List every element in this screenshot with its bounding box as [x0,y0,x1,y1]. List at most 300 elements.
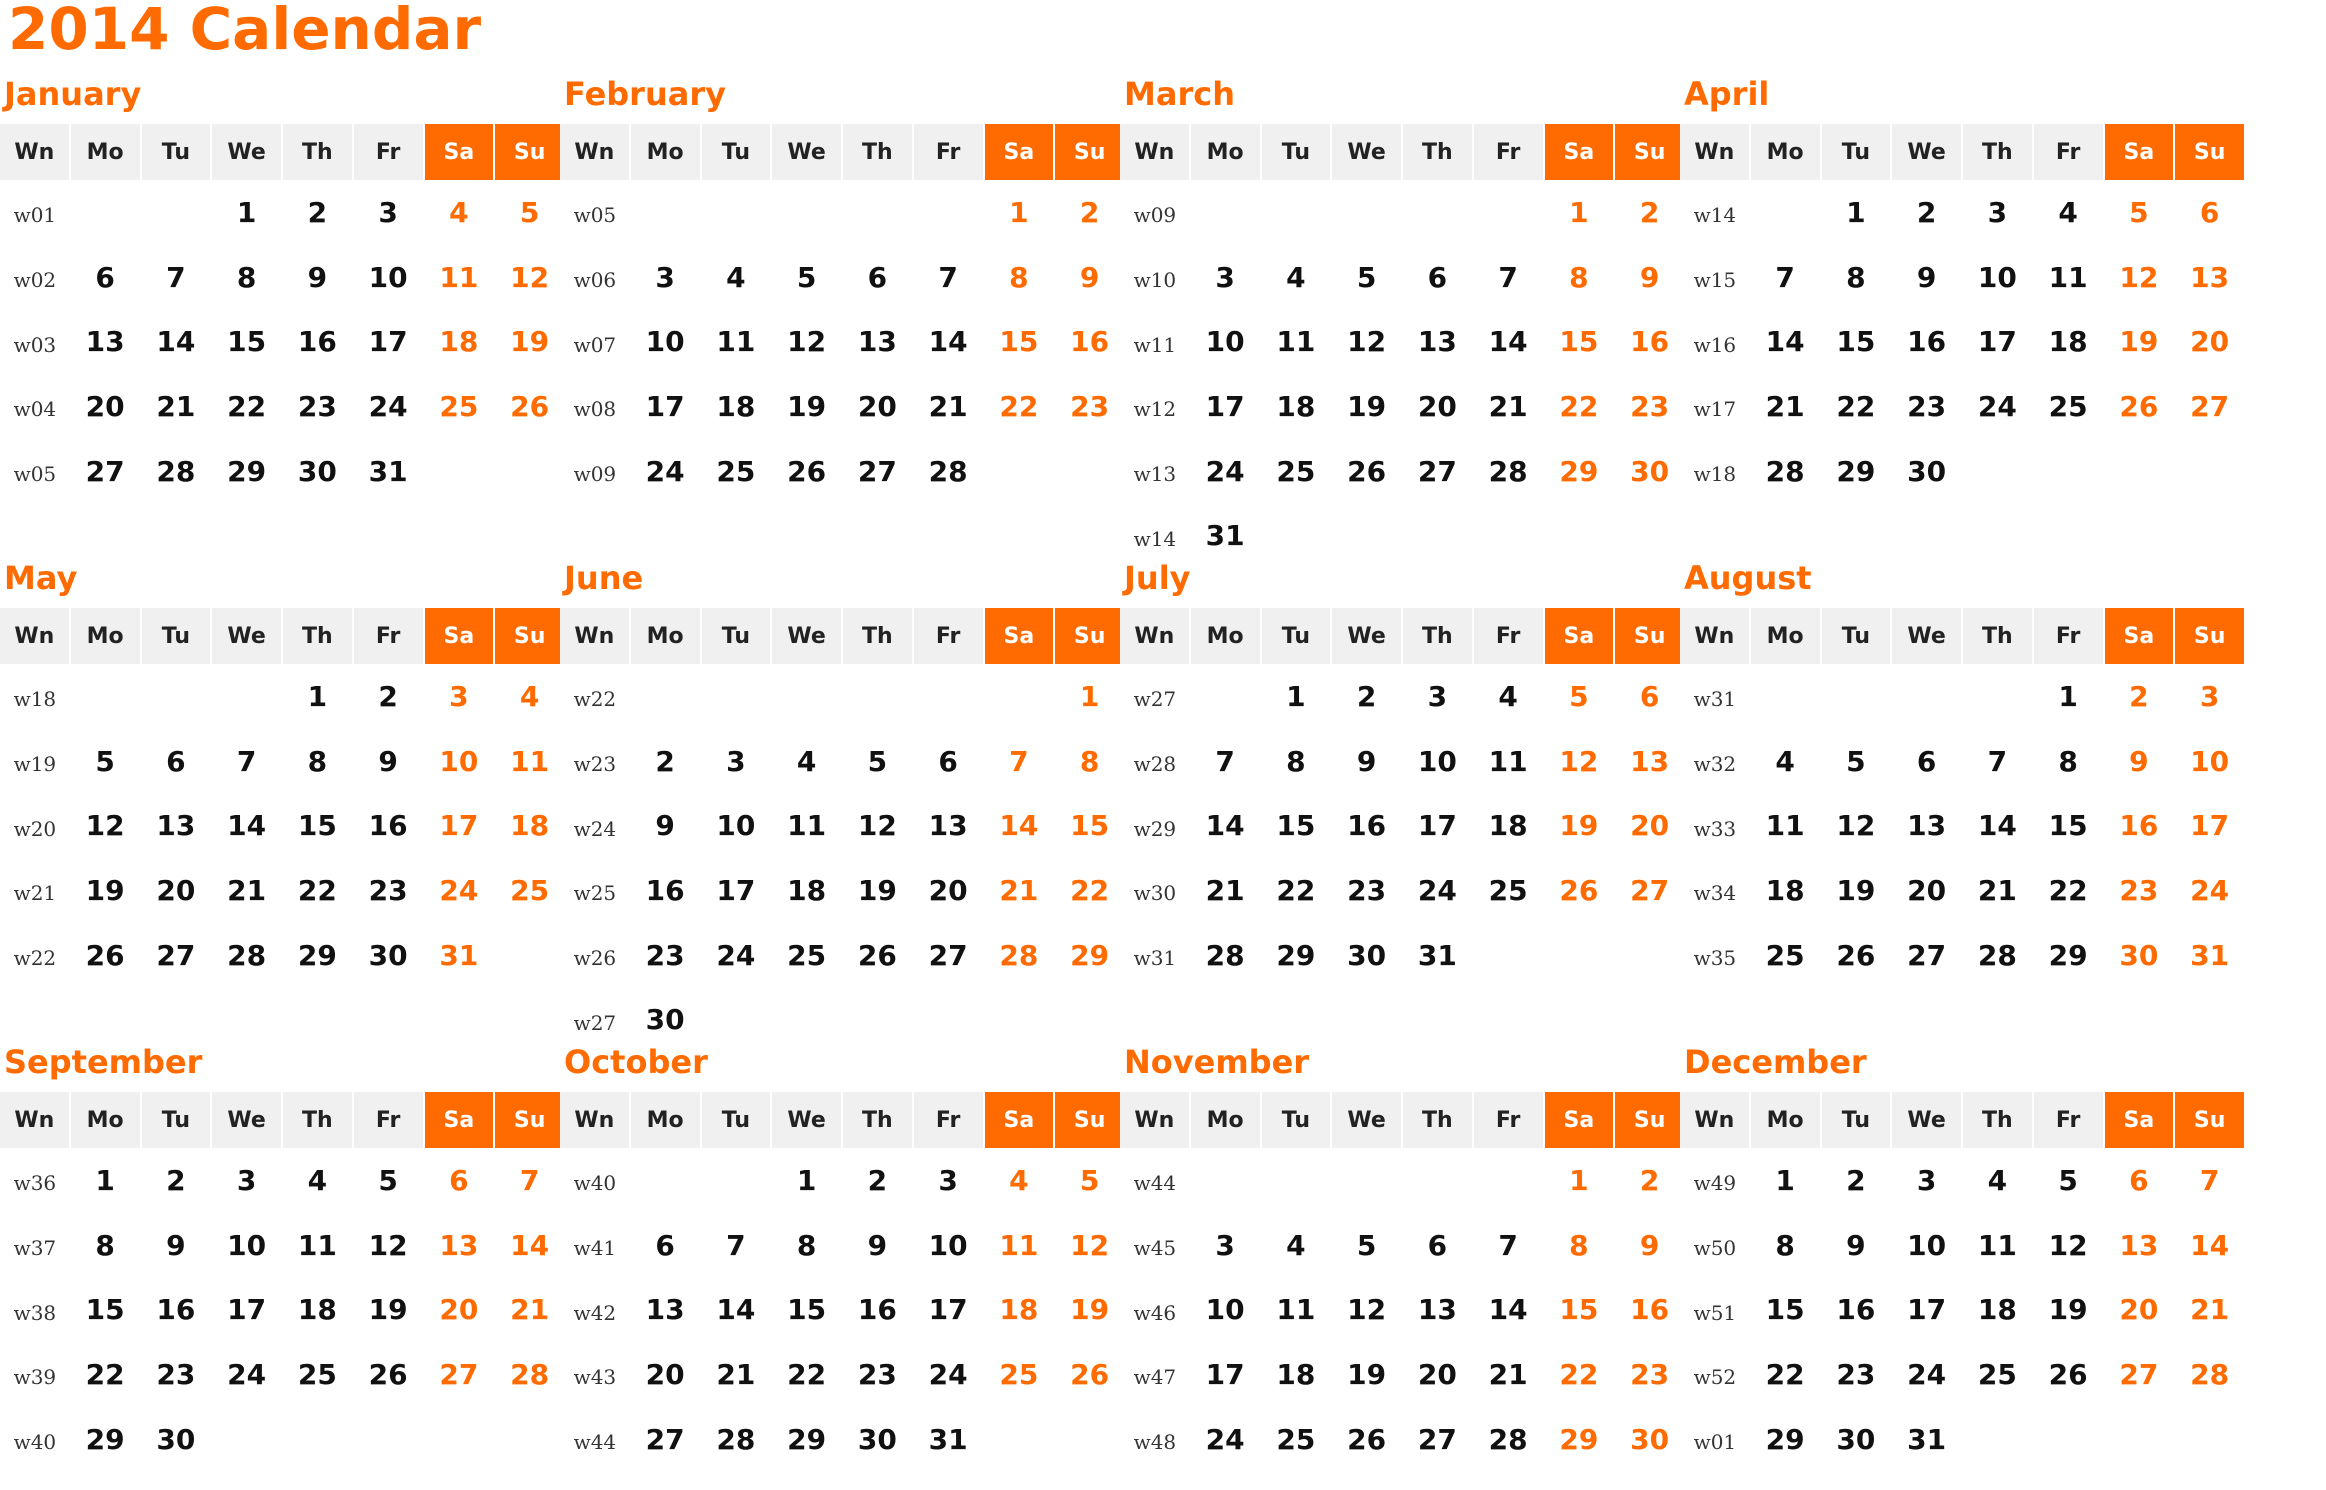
day-cell: 13 [439,1228,479,1262]
month-table [1120,1092,1686,1471]
day-cell: 19 [2119,325,2159,359]
week-row [0,439,565,504]
week-number: w14 [1693,203,1737,228]
day-cell: 20 [439,1293,479,1327]
day-cell: 28 [156,454,196,488]
day-cell: 2 [1079,195,1100,229]
week-number: w06 [573,268,617,293]
day-cell: 18 [787,873,827,907]
empty-day-cell [494,923,565,988]
day-cell: 20 [1630,809,1670,843]
week-number: w45 [1133,1236,1177,1261]
day-cell: 8 [1079,744,1100,778]
day-cell: 2 [1916,195,1937,229]
day-cell: 25 [1276,454,1316,488]
empty-day-cell [1054,439,1125,504]
day-cell: 3 [449,679,469,713]
weekday-header-fr: Fr [1473,608,1544,664]
day-cell: 20 [2190,325,2230,359]
weekday-header-su: Su [1054,124,1125,180]
day-cell: 5 [1569,679,1589,713]
day-cell: 23 [1630,389,1670,423]
day-cell: 8 [236,260,257,294]
week-row [1680,180,2245,245]
day-cell: 25 [716,454,756,488]
empty-day-cell [1054,987,1125,1052]
weekday-header-fr: Fr [353,124,424,180]
week-row [1120,1342,1685,1407]
day-cell: 23 [1347,873,1387,907]
week-row [1120,793,1685,858]
day-cell: 30 [368,938,408,972]
week-number: w01 [1693,1430,1737,1455]
week-number: w23 [573,752,617,777]
day-cell: 18 [1977,1293,2017,1327]
day-cell: 29 [297,938,337,972]
day-cell: 22 [1070,873,1110,907]
day-cell: 1 [1569,1163,1589,1197]
week-number: w48 [1133,1430,1177,1455]
day-cell: 9 [1079,260,1100,294]
empty-day-cell [1750,180,1821,245]
day-cell: 19 [1347,1357,1387,1391]
day-cell: 4 [1286,1228,1306,1262]
day-cell: 28 [1977,938,2017,972]
day-cell: 9 [307,260,328,294]
day-cell: 15 [297,809,337,843]
empty-day-cell [701,180,772,245]
day-cell: 24 [645,454,685,488]
day-cell: 21 [716,1357,756,1391]
day-cell: 16 [297,325,337,359]
day-cell: 5 [796,260,817,294]
day-cell: 31 [1907,1422,1947,1456]
day-cell: 22 [1559,389,1599,423]
weekday-header-tu: Tu [701,608,772,664]
week-row [560,1277,1125,1342]
week-number: w15 [1693,268,1737,293]
empty-day-cell [913,180,984,245]
day-cell: 26 [2048,1357,2088,1391]
empty-day-cell [1750,664,1821,729]
weekday-header-sa: Sa [2104,1092,2175,1148]
weekday-header-fr: Fr [2033,1092,2104,1148]
weekday-header-we: We [1331,124,1402,180]
empty-day-cell [141,664,212,729]
day-cell: 17 [1977,325,2017,359]
weekday-header-we: We [771,608,842,664]
empty-day-cell [842,987,913,1052]
weekday-header-fr: Fr [2033,608,2104,664]
empty-day-cell [842,664,913,729]
day-cell: 14 [1488,1293,1528,1327]
weekday-header-mo: Mo [1750,608,1821,664]
week-row [1120,374,1685,439]
weekday-header-mo: Mo [630,124,701,180]
empty-day-cell [1190,664,1261,729]
month-table [1680,608,2246,987]
day-cell: 3 [2199,679,2220,713]
week-number: w44 [1133,1171,1177,1196]
week-number: w35 [1693,946,1737,971]
day-cell: 12 [1836,809,1876,843]
day-cell: 24 [2190,873,2230,907]
day-cell: 19 [510,325,550,359]
day-cell: 19 [1836,873,1876,907]
day-cell: 27 [857,454,897,488]
week-row [560,439,1125,504]
weekday-header-su: Su [494,608,565,664]
day-cell: 9 [378,744,398,778]
day-cell: 7 [1498,1228,1518,1262]
day-cell: 31 [2190,938,2230,972]
day-cell: 28 [2190,1357,2230,1391]
day-cell: 13 [1417,1293,1457,1327]
weekday-header-row [1120,124,1685,180]
week-number: w40 [573,1171,617,1196]
day-cell: 5 [519,195,540,229]
day-cell: 29 [2048,938,2088,972]
empty-day-cell [701,664,772,729]
weekday-header-th: Th [1402,1092,1473,1148]
day-cell: 28 [1488,454,1528,488]
day-cell: 20 [857,389,897,423]
day-cell: 7 [1498,260,1518,294]
day-cell: 16 [1630,325,1670,359]
day-cell: 12 [1347,325,1387,359]
month-table [1120,124,1686,568]
weekday-header-th: Th [1962,1092,2033,1148]
weekday-header-wn: Wn [0,124,70,180]
day-cell: 29 [85,1422,125,1456]
day-cell: 3 [378,195,398,229]
week-row [1120,503,1685,568]
day-cell: 1 [95,1163,115,1197]
week-row [560,793,1125,858]
day-cell: 13 [645,1293,685,1327]
empty-day-cell [1473,923,1544,988]
day-cell: 9 [1916,260,1937,294]
day-cell: 25 [787,938,827,972]
week-number: w22 [573,687,617,712]
empty-day-cell [1402,1148,1473,1213]
week-row [1680,1213,2245,1278]
empty-day-cell [701,1148,772,1213]
empty-day-cell [2033,1407,2104,1472]
week-number: w08 [573,397,617,422]
day-cell: 7 [726,1228,746,1262]
day-cell: 26 [1070,1357,1110,1391]
day-cell: 3 [655,260,675,294]
month-name: November [1124,1043,1310,1081]
day-cell: 24 [1205,1422,1245,1456]
empty-day-cell [1331,503,1402,568]
weekday-header-mo: Mo [630,1092,701,1148]
month-table [560,124,1126,503]
week-number: w07 [573,332,617,357]
weekday-header-wn: Wn [560,1092,630,1148]
week-number: w27 [573,1010,617,1035]
weekday-header-wn: Wn [1680,124,1750,180]
day-cell: 1 [1775,1163,1795,1197]
day-cell: 6 [2199,195,2220,229]
weekday-header-su: Su [1054,1092,1125,1148]
month-table [560,608,1126,1052]
day-cell: 13 [2190,260,2230,294]
day-cell: 11 [510,744,550,778]
day-cell: 24 [439,873,479,907]
week-row [0,1407,565,1472]
day-cell: 15 [1836,325,1876,359]
day-cell: 19 [787,389,827,423]
day-cell: 11 [999,1228,1039,1262]
day-cell: 30 [1347,938,1387,972]
empty-day-cell [913,664,984,729]
day-cell: 17 [1417,809,1457,843]
day-cell: 10 [1417,744,1457,778]
day-cell: 13 [156,809,196,843]
day-cell: 15 [1765,1293,1805,1327]
day-cell: 29 [1276,938,1316,972]
day-cell: 18 [297,1293,337,1327]
empty-day-cell [1962,664,2033,729]
week-row [1680,793,2245,858]
day-cell: 22 [1836,389,1876,423]
month-name: February [564,75,726,113]
day-cell: 15 [85,1293,125,1327]
week-number: w18 [13,687,57,712]
day-cell: 29 [227,454,267,488]
day-cell: 30 [857,1422,897,1456]
day-cell: 8 [1569,1228,1589,1262]
day-cell: 7 [519,1163,540,1197]
week-number: w43 [573,1365,617,1390]
day-cell: 27 [645,1422,685,1456]
day-cell: 28 [716,1422,756,1456]
week-number: w22 [13,946,57,971]
weekday-header-tu: Tu [701,1092,772,1148]
week-row [1680,729,2245,794]
empty-day-cell [1402,180,1473,245]
day-cell: 17 [928,1293,968,1327]
day-cell: 16 [156,1293,196,1327]
day-cell: 22 [1559,1357,1599,1391]
day-cell: 10 [368,260,408,294]
week-number: w33 [1693,816,1737,841]
day-cell: 9 [867,1228,888,1262]
day-cell: 26 [787,454,827,488]
week-row [0,245,565,310]
day-cell: 30 [1907,454,1947,488]
empty-day-cell [771,664,842,729]
week-row [1680,245,2245,310]
weekday-header-mo: Mo [1750,124,1821,180]
week-row [560,309,1125,374]
weekday-header-row [0,1092,565,1148]
day-cell: 24 [1417,873,1457,907]
weekday-header-we: We [211,1092,282,1148]
day-cell: 5 [867,744,888,778]
week-number: w05 [13,462,57,487]
day-cell: 16 [1907,325,1947,359]
day-cell: 20 [1907,873,1947,907]
day-cell: 5 [95,744,115,778]
day-cell: 27 [1630,873,1670,907]
day-cell: 26 [368,1357,408,1391]
day-cell: 10 [439,744,479,778]
week-row [560,858,1125,923]
day-cell: 5 [2129,195,2149,229]
day-cell: 18 [1488,809,1528,843]
day-cell: 8 [1846,260,1866,294]
day-cell: 8 [1569,260,1589,294]
day-cell: 1 [1009,195,1029,229]
week-row [0,1277,565,1342]
day-cell: 25 [1276,1422,1316,1456]
weekday-header-th: Th [1962,608,2033,664]
day-cell: 13 [1417,325,1457,359]
day-cell: 3 [1916,1163,1937,1197]
week-row [560,1148,1125,1213]
weekday-header-su: Su [1614,124,1685,180]
empty-day-cell [1473,503,1544,568]
weekday-header-we: We [211,608,282,664]
day-cell: 15 [1276,809,1316,843]
month-table [560,1092,1126,1471]
day-cell: 26 [1347,454,1387,488]
day-cell: 29 [1559,454,1599,488]
weekday-header-mo: Mo [1190,124,1261,180]
day-cell: 27 [928,938,968,972]
empty-day-cell [1261,1148,1332,1213]
day-cell: 5 [1356,1228,1377,1262]
day-cell: 18 [1276,389,1316,423]
empty-day-cell [353,1407,424,1472]
day-cell: 27 [156,938,196,972]
day-cell: 11 [2048,260,2088,294]
week-row [1120,245,1685,310]
day-cell: 12 [368,1228,408,1262]
day-cell: 24 [1205,454,1245,488]
month-table [0,1092,566,1471]
weekday-header-we: We [1891,608,1962,664]
day-cell: 7 [1775,260,1795,294]
month-table [0,124,566,503]
day-cell: 12 [787,325,827,359]
weekday-header-row [0,608,565,664]
day-cell: 6 [1427,260,1448,294]
day-cell: 8 [1009,260,1029,294]
day-cell: 18 [510,809,550,843]
day-cell: 12 [510,260,550,294]
weekday-header-mo: Mo [70,608,141,664]
day-cell: 13 [85,325,125,359]
week-number: w47 [1133,1365,1177,1390]
weekday-header-row [1120,1092,1685,1148]
day-cell: 19 [1559,809,1599,843]
week-row [1120,1213,1685,1278]
day-cell: 22 [2048,873,2088,907]
weekday-header-tu: Tu [1821,124,1892,180]
day-cell: 4 [1009,1163,1029,1197]
day-cell: 6 [2129,1163,2149,1197]
day-cell: 2 [307,195,328,229]
day-cell: 16 [1347,809,1387,843]
week-row [1680,923,2245,988]
week-number: w51 [1693,1300,1737,1325]
day-cell: 10 [227,1228,267,1262]
week-number: w39 [13,1365,57,1390]
empty-day-cell [984,987,1055,1052]
day-cell: 7 [2199,1163,2220,1197]
day-cell: 15 [1559,1293,1599,1327]
day-cell: 30 [1630,454,1670,488]
week-number: w38 [13,1300,57,1325]
day-cell: 1 [796,1163,817,1197]
week-number: w11 [1133,332,1177,357]
month-name: October [564,1043,708,1081]
day-cell: 6 [1639,679,1660,713]
day-cell: 23 [368,873,408,907]
day-cell: 16 [645,873,685,907]
day-cell: 3 [236,1163,257,1197]
week-number: w19 [13,752,57,777]
empty-day-cell [630,664,701,729]
day-cell: 7 [166,260,186,294]
weekday-header-wn: Wn [560,124,630,180]
day-cell: 5 [1079,1163,1100,1197]
day-cell: 21 [510,1293,550,1327]
week-number: w42 [573,1300,617,1325]
empty-day-cell [1190,180,1261,245]
day-cell: 27 [85,454,125,488]
day-cell: 2 [166,1163,186,1197]
day-cell: 3 [726,744,746,778]
weekday-header-fr: Fr [1473,1092,1544,1148]
day-cell: 10 [1205,1293,1245,1327]
empty-day-cell [1962,439,2033,504]
day-cell: 11 [1765,809,1805,843]
weekday-header-th: Th [842,1092,913,1148]
week-number: w24 [573,816,617,841]
weekday-header-we: We [1331,1092,1402,1148]
day-cell: 17 [227,1293,267,1327]
week-row [1120,439,1685,504]
day-cell: 18 [1276,1357,1316,1391]
day-cell: 29 [1765,1422,1805,1456]
week-row [1680,1342,2245,1407]
day-cell: 16 [368,809,408,843]
day-cell: 28 [1765,454,1805,488]
day-cell: 15 [999,325,1039,359]
weekday-header-fr: Fr [913,124,984,180]
week-number: w02 [13,268,57,293]
week-row [1680,309,2245,374]
week-row [1680,1148,2245,1213]
day-cell: 20 [2119,1293,2159,1327]
day-cell: 4 [449,195,469,229]
day-cell: 19 [1347,389,1387,423]
day-cell: 7 [236,744,257,778]
weekday-header-th: Th [842,124,913,180]
day-cell: 25 [2048,389,2088,423]
day-cell: 1 [307,679,328,713]
weekday-header-th: Th [1962,124,2033,180]
weekday-header-tu: Tu [1821,608,1892,664]
weekday-header-wn: Wn [1120,608,1190,664]
day-cell: 17 [645,389,685,423]
day-cell: 23 [297,389,337,423]
